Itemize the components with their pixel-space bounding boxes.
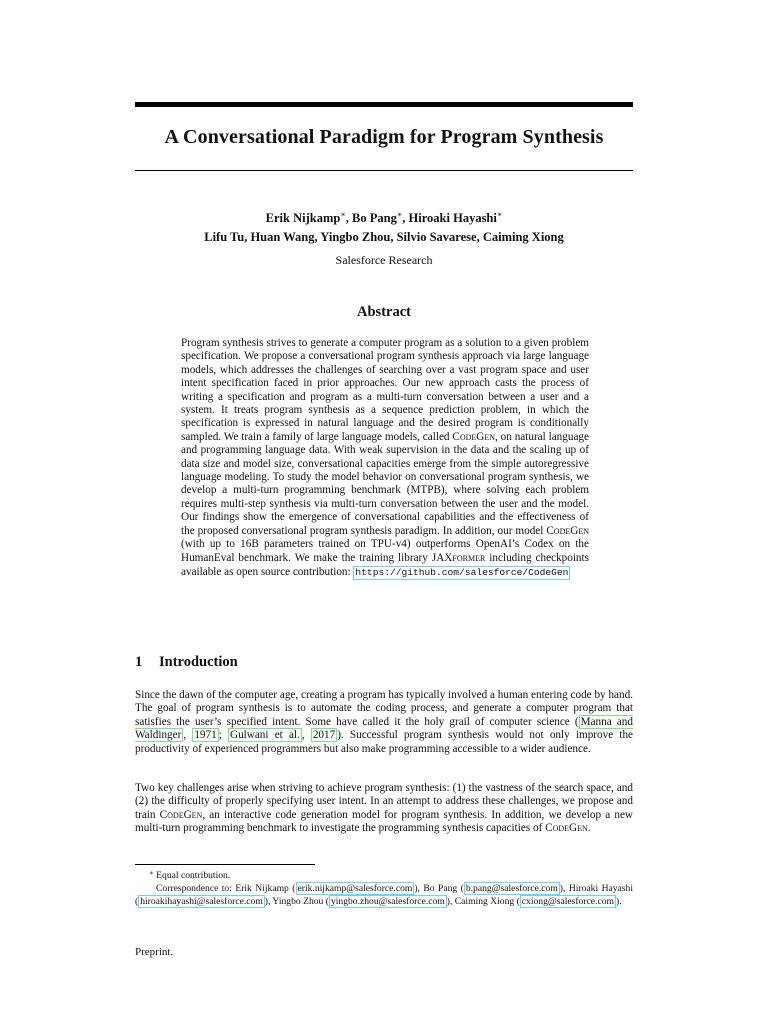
model-name: CodeGen [545,822,588,835]
github-link[interactable]: https://github.com/salesforce/CodeGen [355,566,569,578]
author: Yingbo Zhou [320,230,391,244]
citation-year-link[interactable]: 2017 [312,729,336,742]
model-name: CodeGen [159,808,203,821]
footnote-mark: ∗ [149,869,154,877]
preprint-label: Preprint. [135,946,174,958]
email-link[interactable]: erik.nijkamp@salesforce.com [297,882,413,894]
footnote-rule [135,864,315,865]
author-list [135,205,633,247]
email-link[interactable]: b.pang@salesforce.com [465,882,558,894]
section-heading-introduction [135,654,238,671]
footnote [135,867,633,908]
model-name: CodeGen [546,524,589,537]
footnote-correspondence: Correspondence to: Erik Nijkamp ( erik.nijkamp@salesforce.com ), Bo Pang ( b.pang@salesforce.com ), Hiroaki Hayashi ( hiroakihayashi@salesforce.com ), Yingbo Zhou ( yingbo.zhou@salesforce.com ), Caiming Xiong ( cxiong@salesforce.com ). [135,882,634,907]
equal-contribution-mark: ∗ [340,210,346,219]
title-bottom-rule [135,170,633,171]
section-number: 1 [135,654,143,670]
author: Silvio Savarese [396,230,477,244]
email-link[interactable]: yingbo.zhou@salesforce.com [330,895,445,907]
email-link[interactable]: hiroakihayashi@salesforce.com [140,895,263,907]
author-line-1: Erik Nijkamp∗, Bo Pang∗, Hiroaki Hayashi∗ [265,210,503,225]
intro-paragraph-1: Since the dawn of the computer age, creating a program has typically involved a human entering code by hand. The goal of program synthesis is to automate the coding process, and generate a computer program that satisfies the user’s specified intent. Some have called it the holy grail of computer science ( Manna and Waldinger , 1971 ; Gulwani et al. , 2017 ). Successful program synthesis would not only improve the productivity of experienced programmers but also make programming accessible to a wider audience. [135,689,634,755]
equal-contribution-mark: ∗ [496,210,503,219]
library-name-suffix: former [452,551,486,564]
abstract-text: Program synthesis strives to generate a computer program as a solution to a given problem specification. We propose a conversational program synthesis approach via large language models, which addresses the challenges of searching over a vast program space and user intent specification faced in prior approaches. Our new approach casts the process of writing a specification and program as a multi-turn conversation between a user and a system. It treats program synthesis as a sequence prediction problem, in which the specification is expressed in natural language and the desired program is conditionally sampled. We train a family of large language models, called CodeGen, on natural language and programming language data. With weak supervision in the data and the scaling up of data size and model size, conversational capacities emerge from the simple autoregressive language modeling. To study the model behavior on conversational program synthesis, we develop a multi-turn programming benchmark (MTPB), where solving each problem requires multi-step synthesis via multi-turn conversation between the user and the model. Our findings show the emergence of conversational capabilities and the effectiveness of the proposed conversational program synthesis paradigm. In addition, our model CodeGen (with up to 16B parameters trained on TPU-v4) outperforms OpenAI’s Codex on the HumanEval benchmark. We make the training library JAXformer including checkpoints available as open source contribution: https://github.com/salesforce/CodeGen [181,337,589,578]
author: Bo Pang∗ [352,210,403,225]
citation-year-link[interactable]: 1971 [194,729,217,742]
footnote-equal-contribution: ∗ Equal contribution. [149,869,231,881]
title-top-rule [135,102,633,107]
equal-contribution-mark: ∗ [396,210,403,219]
author: Hiroaki Hayashi∗ [408,210,503,225]
section-title: Introduction [159,654,238,670]
model-name: CodeGen [452,430,496,443]
author: Huan Wang [250,230,315,244]
author-line-2: Lifu Tu, Huan Wang, Yingbo Zhou, Silvio Savarese, Caiming Xiong [204,230,564,244]
author: Caiming Xiong [482,230,564,244]
author: Erik Nijkamp∗ [265,210,346,225]
email-link[interactable]: cxiong@salesforce.com [521,895,614,907]
affiliation: Salesforce Research [335,253,433,267]
author: Lifu Tu [204,230,245,244]
intro-paragraph-2: Two key challenges arise when striving to achieve program synthesis: (1) the vastness of the search space, and (2) the difficulty of properly specifying user intent. In an attempt to address these challenges, we propose and train CodeGen, an interactive code generation model for program synthesis. In addition, we develop a new multi-turn programming benchmark to investigate the programming synthesis capacities of CodeGen. [135,782,633,835]
abstract-heading: Abstract [357,304,411,320]
citation-link[interactable]: Manna and Waldinger [135,715,633,742]
citation-link[interactable]: Gulwani et al. [229,729,300,742]
paper-title: A Conversational Paradigm for Program Synthesis [164,126,604,148]
